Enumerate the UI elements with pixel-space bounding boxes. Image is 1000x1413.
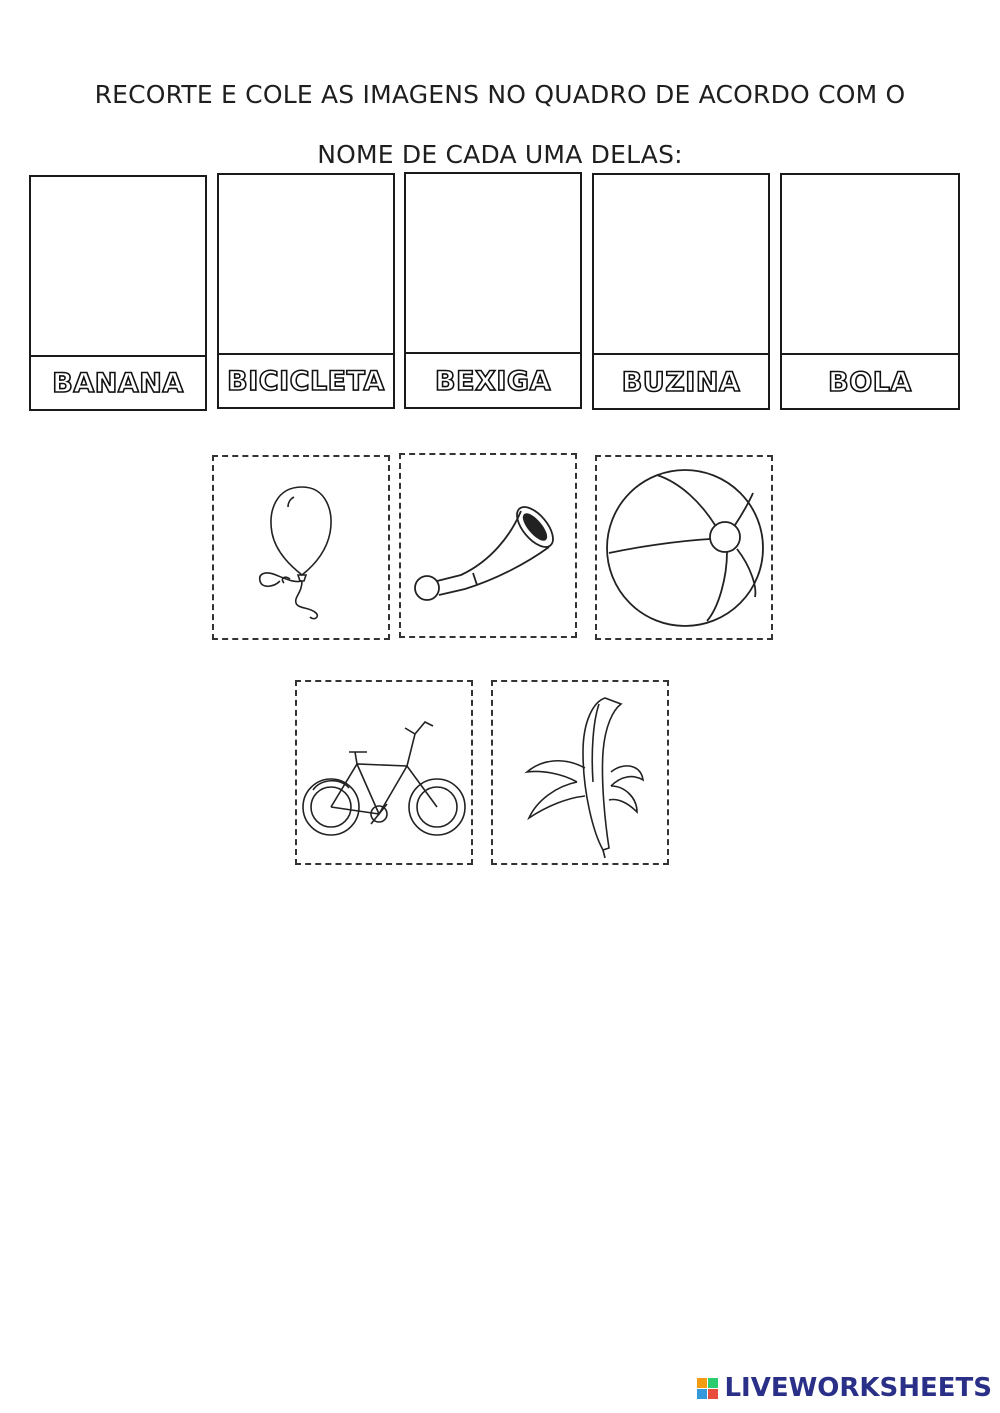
horn-icon [401,455,577,638]
cutout-card-banana[interactable] [491,680,669,865]
bicycle-icon [297,682,473,865]
word-box-buzina[interactable] [592,173,770,410]
word-label: BANANA [52,367,184,399]
logo-text: LIVEWORKSHEETS [724,1373,992,1403]
cutout-card-beach-ball[interactable] [595,455,773,640]
cutout-card-balloon[interactable] [212,455,390,640]
word-label: BICICLETA [227,365,385,397]
cutout-card-bicycle[interactable] [295,680,473,865]
word-box-bexiga[interactable] [404,172,582,409]
paste-area[interactable] [31,177,205,357]
word-box-bola[interactable] [780,173,960,410]
word-label: BOLA [828,366,912,398]
word-box-bicicleta[interactable] [217,173,395,409]
balloon-icon [214,457,390,640]
logo-mark-icon [697,1378,718,1399]
banana-icon [493,682,669,865]
word-label: BUZINA [621,366,741,398]
liveworksheets-logo[interactable] [697,1373,992,1403]
instruction-line-1: RECORTE E COLE AS IMAGENS NO QUADRO DE ACORDO COM O [94,80,906,109]
word-label: BEXIGA [435,365,551,397]
word-box-banana[interactable] [29,175,207,411]
instruction-line-2: NOME DE CADA UMA DELAS: [317,140,683,169]
cutout-card-horn[interactable] [399,453,577,638]
paste-area[interactable] [782,175,958,355]
paste-area[interactable] [219,175,393,355]
paste-area[interactable] [594,175,768,355]
paste-area[interactable] [406,174,580,354]
beach-ball-icon [597,457,773,640]
